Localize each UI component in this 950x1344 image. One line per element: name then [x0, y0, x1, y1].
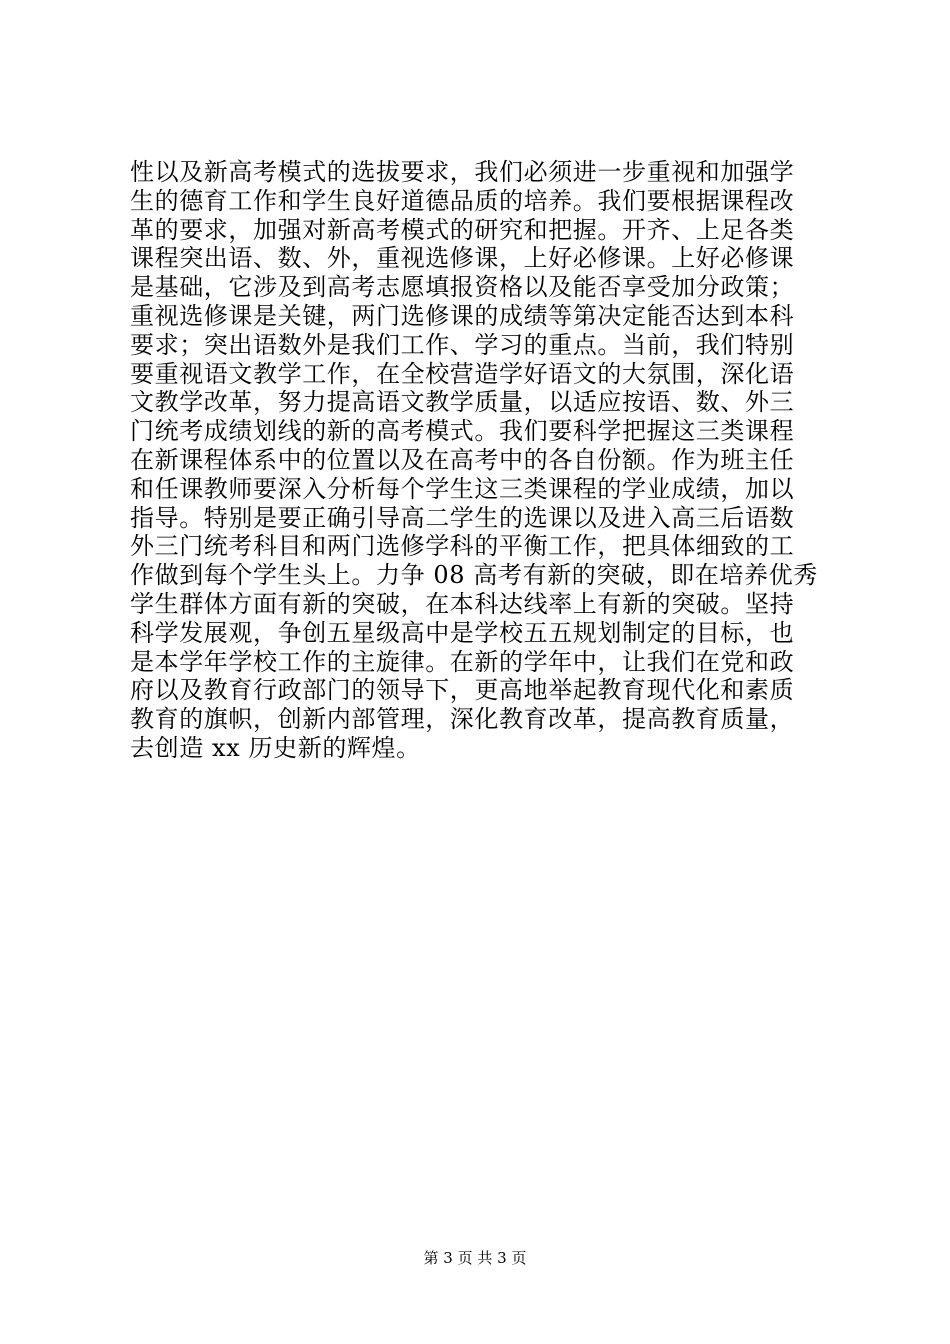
- text-line: 课程突出语、数、外，重视选修课，上好必修课。上好必修课: [130, 244, 795, 273]
- text-line: 革的要求，加强对新高考模式的研究和把握。开齐、上足各类: [130, 215, 795, 244]
- text-line: 作做到每个学生头上。力争 08 高考有新的突破，即在培养优秀: [130, 561, 818, 590]
- text-line: 文教学改革，努力提高语文教学质量，以适应按语、数、外三: [130, 388, 795, 417]
- text-line: 门统考成绩划线的新的高考模式。我们要科学把握这三类课程: [130, 417, 795, 446]
- text-line: 要重视语文教学工作，在全校营造学好语文的大氛围，深化语: [130, 359, 795, 388]
- text-line: 生的德育工作和学生良好道德品质的培养。我们要根据课程改: [130, 186, 795, 215]
- text-line: 性以及新高考模式的选拔要求，我们必须进一步重视和加强学: [130, 158, 795, 186]
- text-line: 科学发展观，争创五星级高中是学校五五规划制定的目标，也: [130, 618, 795, 647]
- text-line: 和任课教师要深入分析每个学生这三类课程的学业成绩，加以: [130, 474, 795, 503]
- text-line: 去创造 xx 历史新的辉煌。: [130, 733, 421, 762]
- text-line: 外三门统考科目和两门选修学科的平衡工作，把具体细致的工: [130, 532, 795, 561]
- text-line: 指导。特别是要正确引导高二学生的选课以及进入高三后语数: [130, 503, 795, 532]
- text-line: 在新课程体系中的位置以及在高考中的各自份额。作为班主任: [130, 445, 795, 474]
- text-line: 学生群体方面有新的突破，在本科达线率上有新的突破。坚持: [130, 589, 795, 618]
- text-line: 是本学年学校工作的主旋律。在新的学年中，让我们在党和政: [130, 647, 795, 676]
- text-line: 教育的旗帜，创新内部管理，深化教育改革，提高教育质量，: [130, 705, 795, 734]
- text-line: 要求；突出语数外是我们工作、学习的重点。当前，我们特别: [130, 330, 795, 359]
- page-number-footer: 第 3 页 共 3 页: [423, 1249, 527, 1267]
- body-paragraph: [130, 158, 830, 763]
- text-line: 重视选修课是关键，两门选修课的成绩等第决定能否达到本科: [130, 301, 795, 330]
- text-line: 府以及教育行政部门的领导下，更高地举起教育现代化和素质: [130, 676, 795, 705]
- text-line: 是基础，它涉及到高考志愿填报资格以及能否享受加分政策；: [130, 273, 795, 302]
